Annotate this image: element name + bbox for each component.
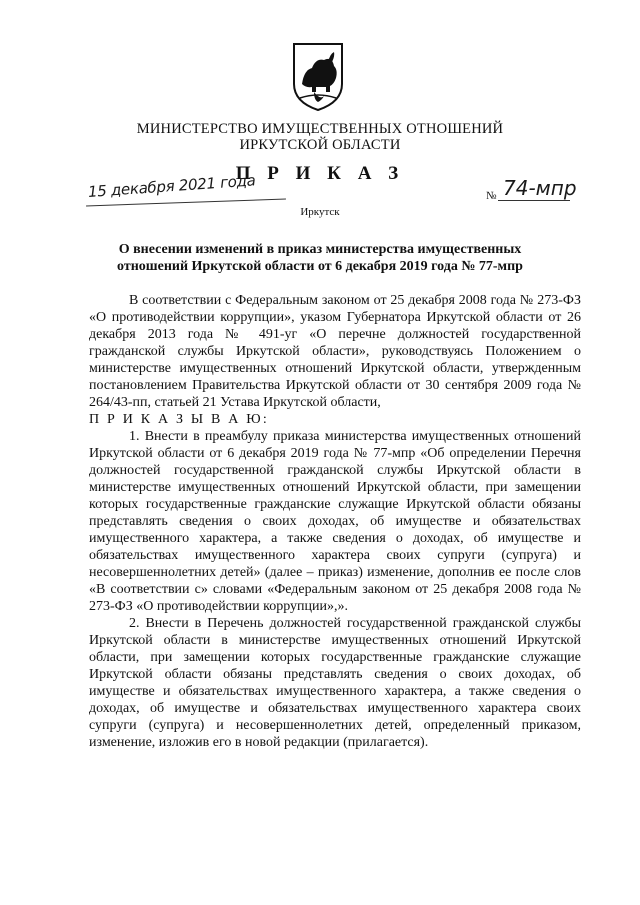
number-prefix: № [486, 190, 497, 202]
document-body [89, 292, 581, 751]
preamble-paragraph: В соответствии с Федеральным законом от 25 декабря 2008 года № 273-ФЗ «О противодействии коррупции», указом Губернатора Иркутской области от 26 декабря 2013 года № 491-уг «О перечне должностей государственной гражданской службы Иркутской области», руководствуясь Положением о министерстве имущественных отношений Иркутской области, утвержденным постановлением Правительства Иркутской области от 30 сентября 2009 года № 264/43-пп, статьей 21 Устава Иркутской области, [89, 293, 581, 410]
subject-line2: отношений Иркутской области от 6 декабря 2019 года № 77-мпр [117, 259, 523, 274]
number-underline [498, 200, 570, 201]
item-1-paragraph: 1. Внести в преамбулу приказа министерства имущественных отношений Иркутской области от 6 декабря 2019 года № 77-мпр «Об определении Перечня должностей государственной гражданской службы Иркутской области в министерстве имущественных отношений Иркутской области, при замещении которых государственные гражданские служащие Иркутской области обязаны представлять сведения о своих доходах, об имуществе и обязательствах имущественного характера, а также сведения о доходах, об имуществе и обязательствах имущественного характера своих супруги (супруга) и несовершеннолетних детей» (далее – приказ) изменение, дополнив ее после слов «В соответствии с» словами «Федеральным законом от 25 декабря 2008 года № 273-ФЗ «О противодействии коррупции»,». [89, 429, 581, 614]
item-2-paragraph: 2. Внести в Перечень должностей государственной гражданской службы Иркутской области в министерстве имущественных отношений Иркутской области, при замещении которых государственные гражданские служащие Иркутской области обязаны представлять сведения о своих доходах, об имуществе и обязательствах имущественного характера, а также сведения о доходах, об имуществе и обязательствах имущественного характера своих супруги (супруга) и несовершеннолетних детей, определенный приказом, изменение, изложив его в новой редакции (прилагается). [89, 616, 581, 750]
document-title: П Р И К А З [235, 163, 405, 184]
coat-of-arms-icon [290, 40, 346, 114]
ministry-name-line2: ИРКУТСКОЙ ОБЛАСТИ [239, 137, 401, 153]
handwritten-number: 74-мпр [503, 176, 577, 200]
document-subject [0, 241, 640, 275]
ministry-name-line1: МИНИСТЕРСТВО ИМУЩЕСТВЕННЫХ ОТНОШЕНИЙ [136, 121, 504, 137]
handwritten-date: 15 декабря 2021 года [87, 171, 257, 201]
subject-line1: О внесении изменений в приказ министерства имущественных [118, 242, 522, 257]
city-label: Иркутск [300, 206, 340, 218]
order-word: П Р И К А З Ы В А Ю: [89, 412, 269, 427]
